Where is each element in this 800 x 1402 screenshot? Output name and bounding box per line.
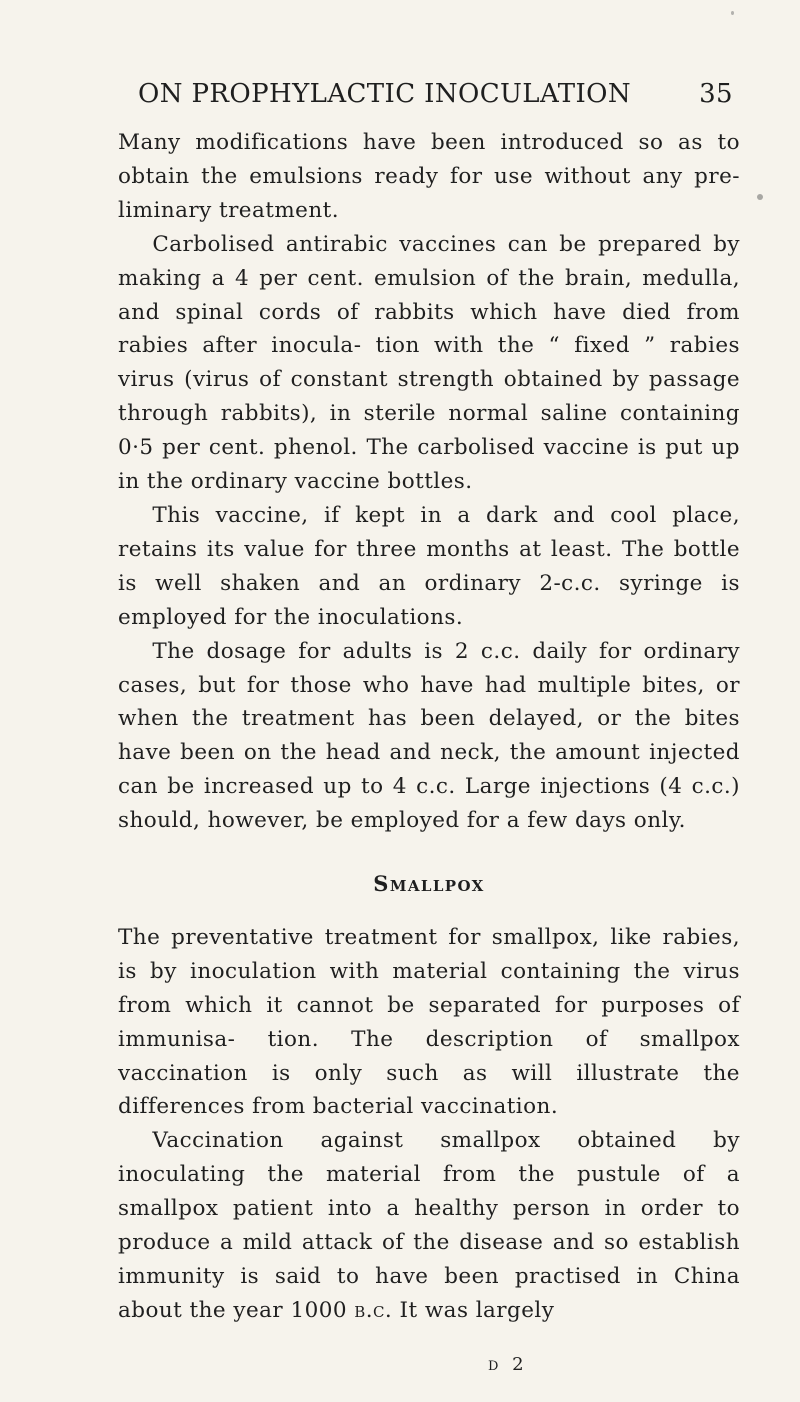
body-text	[118, 126, 740, 1328]
running-title: ON PROPHYLACTIC INOCULATION	[138, 79, 631, 109]
top-dust-mark	[731, 11, 734, 15]
paragraph-vaccine-storage: This vaccine, if kept in a dark and cool place, retains its value for three months at least. The bottle is well shaken and an ordinary 2-c.c. syringe is employed for the inoculations.	[118, 502, 740, 630]
paragraph-carbolised-vaccines: Carbolised antirabic vaccines can be prepared by making a 4 per cent. emulsion of the brain, medulla, and spinal cords of rabbits which have died from rabies after inocula- tion with the “ fixed ” rabies virus (virus of constant strength obtained by passage through rabbits), in sterile normal saline containing 0·5 per cent. phenol. The carbolised vaccine is put up in the ordinary vaccine bottles.	[118, 231, 740, 495]
paragraph-smallpox-treatment: The preventative treatment for smallpox, like rabies, is by inoculation with material containing the virus from which it cannot be separated for purposes of immunisa- tion. The description of smallpox vaccination is only such as will illustrate the differences from bacterial vaccination.	[118, 924, 740, 1120]
margin-dot	[757, 194, 763, 200]
paragraph-smallpox-history-continuation: It was largely	[392, 1297, 555, 1323]
page-number: 35	[699, 79, 733, 109]
paragraph-modifications: Many modifications have been introduced so as to obtain the emulsions ready for use without any pre- liminary treatment.	[118, 130, 740, 223]
paragraph-dosage: The dosage for adults is 2 c.c. daily for ordinary cases, but for those who have had multiple bites, or when the treatment has been delayed, or the bites have been on the head and neck, the amount injected can be increased up to 4 c.c. Large injections (4 c.c.) should, however, be employed for a few days only.	[118, 638, 740, 834]
paragraph-smallpox-history	[118, 1124, 740, 1327]
era-abbreviation: b.c.	[354, 1297, 393, 1323]
running-head	[138, 76, 733, 112]
paragraph-smallpox-history-text: Vaccination against smallpox obtained by inoculating the material from the pustule of a smallpox patient into a healthy person in order to produce a mild attack of the disease and so establish immunity is said to have been practised in China about the year 1000	[118, 1128, 740, 1323]
printer-signature: d 2	[488, 1354, 528, 1375]
section-heading-smallpox: Smallpox	[373, 871, 485, 897]
